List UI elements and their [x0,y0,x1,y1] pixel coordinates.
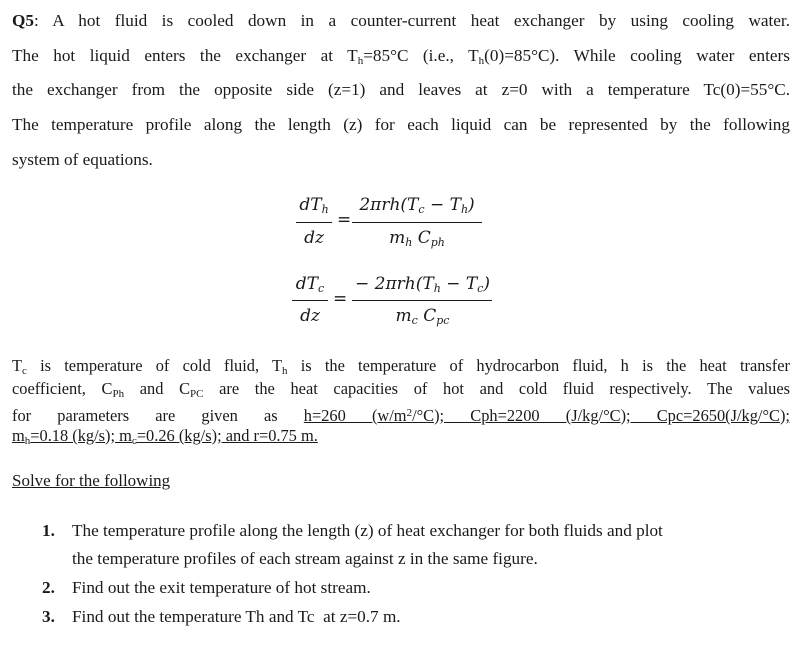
definitions-line-2: coefficient, $C_{Ph}$ and $C_{PC}$ are the heat capacities of hot and cold fluid respectively. The values [12,379,791,400]
parameter-values: h=260 $(w/m^2/^\circ C)$; Cph=2200 (J/kg/°C); Cpc=2650(J/kg/°C); [303,406,790,425]
eq1-lhs-numerator: $dT_h$ [299,195,329,216]
question-label: Q5 [12,11,34,30]
eq2-lhs-numerator: $dT_c$ [295,274,325,295]
intro-line-1: Q5: A hot fluid is cooled down in a counter-current heat exchanger by using cooling water. [12,11,790,30]
intro-line-5: system of equations. [12,150,153,169]
eq1-rhs-denominator: $m_h$ $C_{ph}$ [389,228,445,249]
intro-line-3: the exchanger from the opposite side (z=1) and leaves at z=0 with a temperature Tc(0)=55°C. [12,80,790,99]
mass-flow-values: $m_h=0.18$ (kg/s); $m_c=0.26$ (kg/s); and r=0.75 m. [12,426,318,447]
eq2-rhs-fraction-bar [352,300,492,301]
eq1-lhs-fraction-bar [296,222,332,223]
definitions-line-3: for parameters are given as h=260 $(w/m^2/^\circ C)$; Cph=2200 (J/kg/°C); Cpc=2650(J/kg/°C); [12,406,790,425]
eq2-equals: = [333,289,348,309]
task-3-text: Find out the temperature Th and Tc at z=0.7 m. [72,607,401,626]
eq1-rhs-numerator: $2\pi rh(T_c - T_h)$ [359,195,475,216]
eq1-equals: = [337,210,352,230]
intro-line-4: The temperature profile along the length (z) for each liquid can be represented by the following [12,115,790,134]
task-1-line-2: the temperature profiles of each stream against z in the same figure. [72,548,538,568]
solve-heading: Solve for the following [12,471,171,490]
eq2-lhs-denominator: dz [300,306,320,326]
task-1-line-1: The temperature profile along the length (z) of heat exchanger for both fluids and plot [72,521,663,540]
definitions-line-1: $T_c$ is temperature of cold fluid, $T_h$ is the temperature of hydrocarbon fluid, h is the heat transfer [12,356,790,377]
eq1-lhs-denominator: dz [304,228,324,248]
definitions-line-4 [12,425,790,452]
eq2-rhs-numerator: − $2\pi rh(T_h - T_c)$ [355,274,490,295]
eq2-lhs-fraction-bar [292,300,328,301]
intro-line-2: The hot liquid enters the exchanger at $T_h=85^\circ C$ (i.e., $T_h(0)=85^\circ C$). While cooling water enters [12,46,790,67]
eq2-rhs-denominator: $m_c$ $C_{pc}$ [395,306,450,327]
eq1-rhs-fraction-bar [352,222,482,223]
task-2-text: Find out the exit temperature of hot stream. [72,578,371,597]
